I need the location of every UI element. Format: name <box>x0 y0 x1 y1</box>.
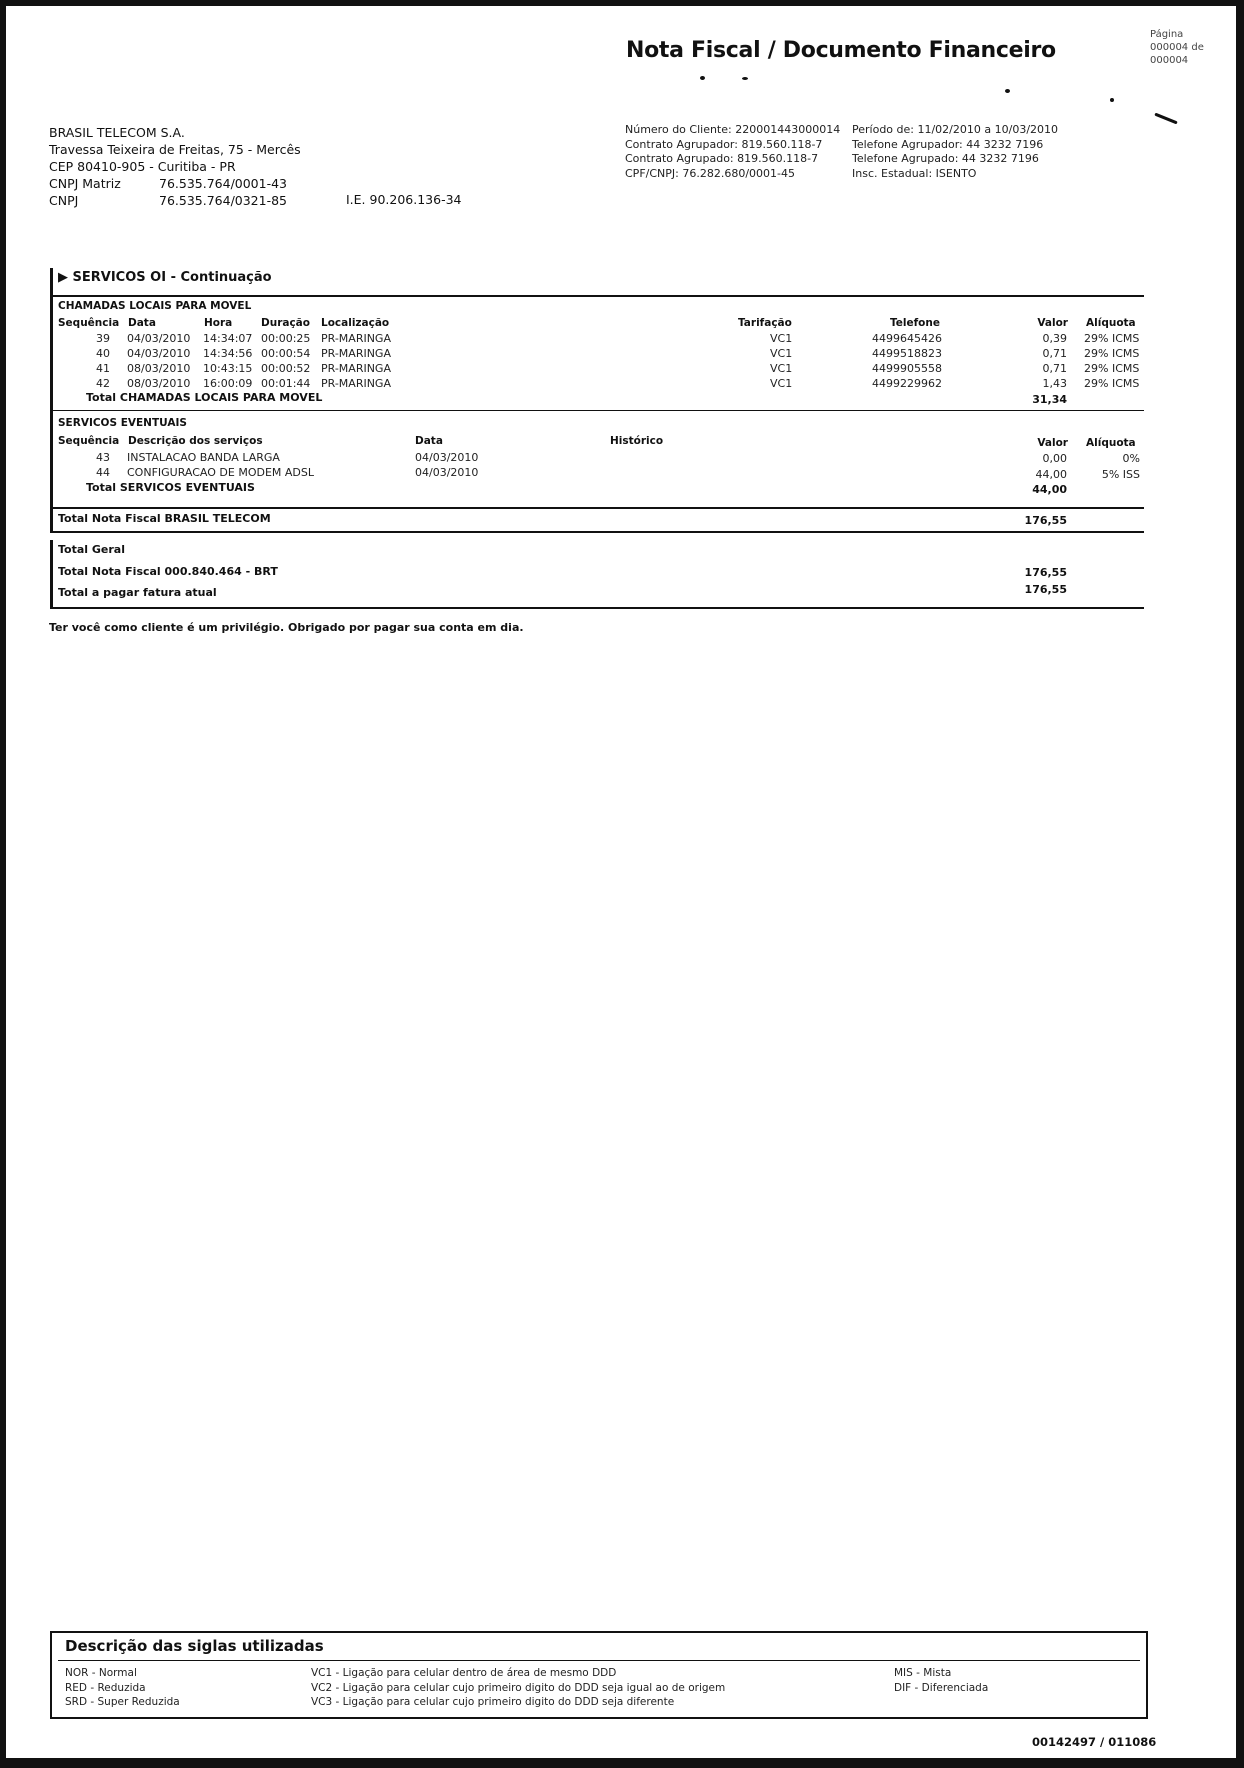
table-cell: 04/03/2010 <box>127 347 191 360</box>
table-cell: 39 <box>96 332 110 345</box>
page-indicator <box>1150 28 1204 67</box>
col-sequencia: Sequência <box>58 317 120 329</box>
page-label: Página <box>1150 29 1184 40</box>
table-cell: 00:01:44 <box>261 377 311 390</box>
table-cell: 5% ISS <box>1101 468 1140 481</box>
inscricao-estadual: I.E. 90.206.136-34 <box>346 192 462 207</box>
table-cell: 08/03/2010 <box>127 362 191 375</box>
eventuais-total-value: 44,00 <box>1032 483 1067 496</box>
col-historico: Histórico <box>610 435 664 447</box>
section-title-text: SERVICOS OI - Continuação <box>72 270 272 285</box>
thanks-message: Ter você como cliente é um privilégio. Obrigado por pagar sua conta em dia. <box>49 621 524 634</box>
col-aliquota: Alíquota <box>1086 317 1136 329</box>
chamadas-total-label: Total CHAMADAS LOCAIS PARA MOVEL <box>86 391 323 404</box>
col-descricao: Descrição dos serviços <box>128 435 263 447</box>
total-geral-label: Total Geral <box>58 543 125 556</box>
legend-col-vc <box>311 1666 725 1710</box>
total-nf-bracket <box>50 507 53 531</box>
table-cell: VC1 <box>770 332 793 345</box>
table-cell: PR-MARINGA <box>321 347 391 360</box>
cnpj-matriz-label: CNPJ Matriz <box>49 176 121 191</box>
table-cell: 08/03/2010 <box>127 377 191 390</box>
scan-speck <box>742 77 748 80</box>
table-cell: 00:00:52 <box>261 362 311 375</box>
table-cell: INSTALACAO BANDA LARGA <box>127 451 280 464</box>
legend-title: Descrição das siglas utilizadas <box>65 1637 324 1655</box>
table-cell: 43 <box>96 451 110 464</box>
table-cell: 29% ICMS <box>1084 332 1140 345</box>
scan-speck <box>700 76 705 80</box>
total-pagar-value: 176,55 <box>1024 583 1067 596</box>
scan-speck <box>1110 98 1114 102</box>
legend-item: MIS - Mista <box>894 1667 952 1679</box>
table-cell: 00:00:25 <box>261 332 311 345</box>
eventuais-title: SERVICOS EVENTUAIS <box>58 417 187 429</box>
client-number: Número do Cliente: 220001443000014 <box>625 123 841 136</box>
table-cell: 04/03/2010 <box>415 466 479 479</box>
table-cell: PR-MARINGA <box>321 332 391 345</box>
total-nf-value: 176,55 <box>1024 514 1067 527</box>
table-cell: 4499905558 <box>872 362 942 375</box>
legend-item: VC1 - Ligação para celular dentro de área de mesmo DDD <box>311 1667 617 1679</box>
section-left-bar <box>50 268 53 514</box>
legend-item: VC3 - Ligação para celular cujo primeiro digito do DDD seja diferente <box>311 1696 675 1708</box>
table-cell: 42 <box>96 377 110 390</box>
col-valor: Valor <box>1037 317 1068 329</box>
total-nf2-value: 176,55 <box>1024 566 1067 579</box>
company-name: BRASIL TELECOM S.A. <box>49 125 185 140</box>
col-data: Data <box>415 435 443 447</box>
total-nf-label: Total Nota Fiscal BRASIL TELECOM <box>58 512 271 525</box>
section-divider <box>50 295 1144 297</box>
totals-bracket <box>50 540 53 608</box>
section-title <box>58 270 272 285</box>
total-pagar-label: Total a pagar fatura atual <box>58 586 217 599</box>
table-cell: 1,43 <box>1042 377 1067 390</box>
col-telefone: Telefone <box>890 317 940 329</box>
page-total: 000004 <box>1150 55 1189 66</box>
legend-item: NOR - Normal <box>65 1667 137 1679</box>
contrato-agrupado: Contrato Agrupado: 819.560.118-7 <box>625 152 819 165</box>
totals-divider <box>50 607 1144 609</box>
telefone-agrupado: Telefone Agrupado: 44 3232 7196 <box>852 152 1039 165</box>
table-cell: PR-MARINGA <box>321 377 391 390</box>
table-cell: VC1 <box>770 362 793 375</box>
table-cell: 16:00:09 <box>203 377 253 390</box>
cnpj-matriz-value: 76.535.764/0001-43 <box>159 176 288 191</box>
table-cell: VC1 <box>770 347 793 360</box>
col-aliquota: Alíquota <box>1086 437 1136 449</box>
triangle-right-icon: ▶ <box>58 270 68 285</box>
scan-speck <box>1005 89 1010 93</box>
chamadas-title: CHAMADAS LOCAIS PARA MOVEL <box>58 300 252 312</box>
company-address: Travessa Teixeira de Freitas, 75 - Mercês <box>49 142 301 157</box>
table-cell: PR-MARINGA <box>321 362 391 375</box>
table-cell: 0,71 <box>1042 362 1067 375</box>
table-cell: 4499518823 <box>872 347 942 360</box>
legend-col-misc <box>894 1666 988 1695</box>
col-data: Data <box>128 317 156 329</box>
table-cell: 0% <box>1122 452 1140 465</box>
table-cell: 0,39 <box>1042 332 1067 345</box>
eventuais-total-label: Total SERVICOS EVENTUAIS <box>86 481 255 494</box>
table-cell: 0,00 <box>1042 452 1067 465</box>
billing-period: Período de: 11/02/2010 a 10/03/2010 <box>852 123 1059 136</box>
client-cpf-cnpj: CPF/CNPJ: 76.282.680/0001-45 <box>625 166 795 180</box>
table-cell: 44 <box>96 466 110 479</box>
document-code: 00142497 / 011086 <box>1032 1735 1157 1749</box>
legend-item: RED - Reduzida <box>65 1681 146 1694</box>
table-cell: 4499229962 <box>872 377 942 390</box>
company-cep: CEP 80410-905 - Curitiba - PR <box>49 159 236 174</box>
col-valor: Valor <box>1037 437 1068 449</box>
chamadas-total-value: 31,34 <box>1032 393 1067 406</box>
legend-item: DIF - Diferenciada <box>894 1681 989 1694</box>
table-cell: 44,00 <box>1035 468 1067 481</box>
period-info <box>852 123 1058 181</box>
page-value: 000004 de <box>1150 42 1204 53</box>
legend-item: SRD - Super Reduzida <box>65 1696 180 1708</box>
total-nf-divider <box>50 531 1144 533</box>
table-cell: 00:00:54 <box>261 347 311 360</box>
chamadas-divider <box>50 410 1144 411</box>
table-cell: 41 <box>96 362 110 375</box>
client-info <box>625 123 840 181</box>
table-cell: 29% ICMS <box>1084 362 1140 375</box>
table-cell: 04/03/2010 <box>415 451 479 464</box>
col-hora: Hora <box>204 317 233 329</box>
table-cell: 14:34:56 <box>203 347 253 360</box>
cnpj-value: 76.535.764/0321-85 <box>159 193 288 208</box>
legend-col-tarifas <box>65 1666 180 1710</box>
table-cell: 29% ICMS <box>1084 347 1140 360</box>
table-cell: 04/03/2010 <box>127 332 191 345</box>
col-localizacao: Localização <box>321 317 390 329</box>
total-nf2-label: Total Nota Fiscal 000.840.464 - BRT <box>58 565 278 578</box>
table-cell: 29% ICMS <box>1084 377 1140 390</box>
eventuais-divider <box>50 507 1144 509</box>
telefone-agrupador: Telefone Agrupador: 44 3232 7196 <box>852 137 1044 151</box>
company-block <box>49 124 301 209</box>
table-cell: VC1 <box>770 377 793 390</box>
legend-box <box>50 1631 1148 1719</box>
table-cell: 10:43:15 <box>203 362 253 375</box>
table-cell: CONFIGURACAO DE MODEM ADSL <box>127 466 314 479</box>
legend-divider <box>58 1660 1140 1661</box>
cnpj-label: CNPJ <box>49 193 79 208</box>
table-cell: 14:34:07 <box>203 332 253 345</box>
col-tarifacao: Tarifação <box>738 317 792 329</box>
document-title: Nota Fiscal / Documento Financeiro <box>626 38 1056 63</box>
inscricao-estadual-cliente: Insc. Estadual: ISENTO <box>852 166 977 180</box>
table-cell: 0,71 <box>1042 347 1067 360</box>
legend-item: VC2 - Ligação para celular cujo primeiro digito do DDD seja igual ao de origem <box>311 1681 726 1694</box>
contrato-agrupador: Contrato Agrupador: 819.560.118-7 <box>625 137 823 151</box>
col-sequencia: Sequência <box>58 435 120 447</box>
table-cell: 40 <box>96 347 110 360</box>
table-cell: 4499645426 <box>872 332 942 345</box>
col-duracao: Duração <box>261 317 310 329</box>
